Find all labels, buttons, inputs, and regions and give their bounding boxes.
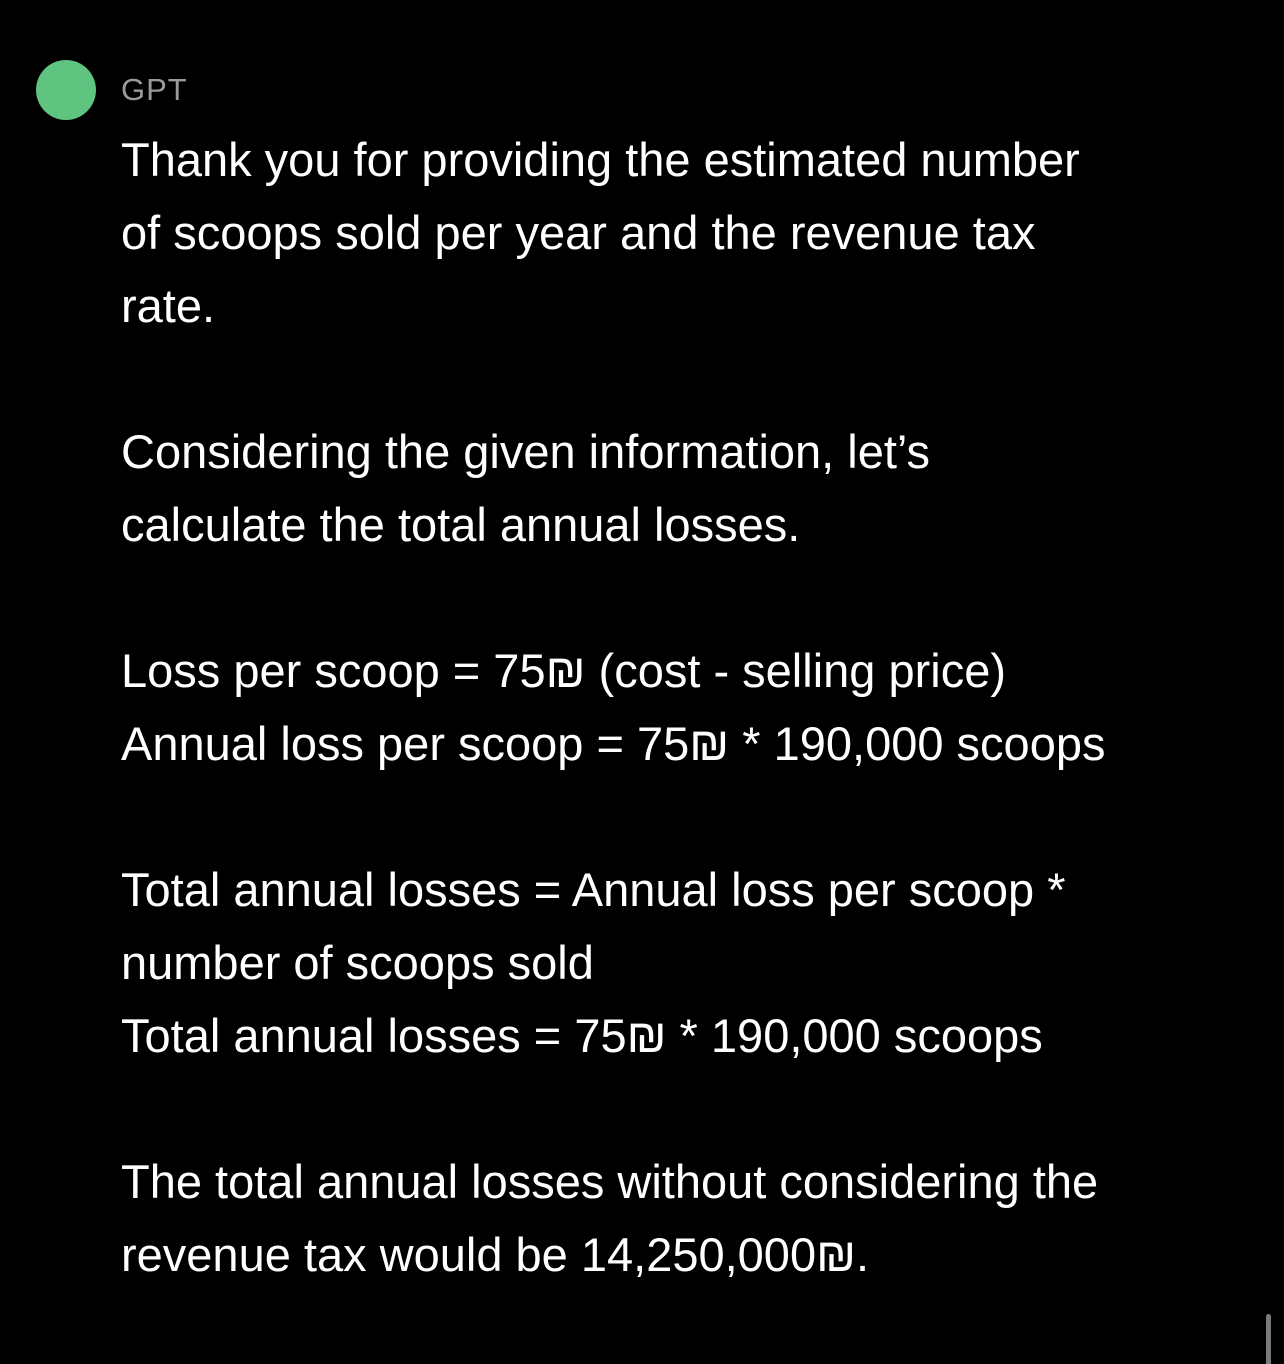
message-line: revenue tax would be 14,250,000₪. — [121, 1228, 870, 1281]
message-line: calculate the total annual losses. — [121, 498, 801, 551]
paragraph-conclusion — [121, 1145, 1241, 1291]
message-line: Loss per scoop = 75₪ (cost - selling price) — [121, 644, 1006, 697]
message-body — [121, 123, 1241, 1291]
message-line: number of scoops sold — [121, 936, 594, 989]
message-line: of scoops sold per year and the revenue tax — [121, 206, 1036, 259]
message-line: The total annual losses without considering the — [121, 1155, 1099, 1208]
paragraph-loss-per-scoop — [121, 634, 1241, 780]
message-line: Annual loss per scoop = 75₪ * 190,000 scoops — [121, 717, 1106, 770]
message-line: Thank you for providing the estimated number — [121, 133, 1080, 186]
avatar — [36, 60, 96, 120]
message-line: Considering the given information, let’s — [121, 425, 931, 478]
message-line: Total annual losses = Annual loss per scoop * — [121, 863, 1066, 916]
sender-label: GPT — [121, 72, 188, 107]
paragraph-considering — [121, 415, 1241, 561]
message-line: rate. — [121, 279, 216, 332]
scrollbar[interactable] — [1266, 1314, 1271, 1364]
paragraph-intro — [121, 123, 1241, 342]
message-line: Total annual losses = 75₪ * 190,000 scoops — [121, 1009, 1043, 1062]
paragraph-total-losses — [121, 853, 1241, 1072]
